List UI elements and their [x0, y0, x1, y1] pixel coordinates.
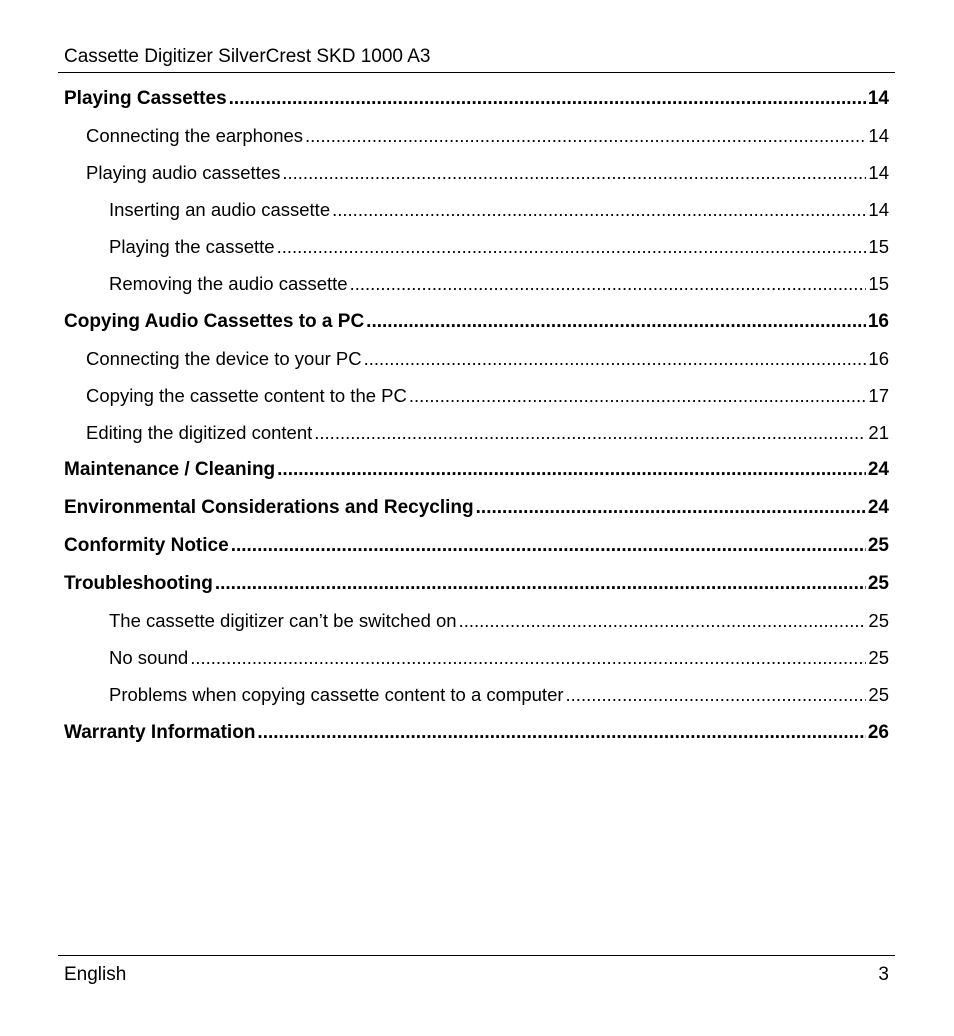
toc-dot-leader: [231, 533, 866, 559]
toc-dot-leader: [566, 682, 867, 708]
toc-dot-leader: [366, 309, 866, 335]
toc-entry-page: 14: [867, 88, 889, 109]
toc-entry-title: Playing Cassettes: [64, 88, 227, 109]
toc-entry-page: 17: [868, 385, 889, 406]
toc-entry-page: 21: [868, 422, 889, 443]
toc-entry[interactable]: [64, 457, 889, 483]
toc-entry-title: Problems when copying cassette content to a computer: [109, 684, 564, 705]
toc-entry-page: 16: [868, 348, 889, 369]
toc-dot-leader: [277, 457, 866, 483]
toc-entry-page: 14: [868, 162, 889, 183]
toc-entry-title: Connecting the earphones: [86, 125, 304, 146]
toc-entry-page: 25: [868, 610, 889, 631]
toc-entry-title: Playing audio cassettes: [86, 162, 281, 183]
toc-entry-page: 24: [867, 459, 889, 480]
toc-dot-leader: [364, 346, 867, 372]
toc-entry-page: 15: [868, 273, 889, 294]
toc-entry-title: Copying the cassette content to the PC: [86, 385, 407, 406]
footer-page-number: 3: [878, 964, 889, 985]
toc-entry-page: 25: [868, 684, 889, 705]
toc-dot-leader: [476, 495, 866, 521]
toc-entry[interactable]: [64, 234, 889, 260]
toc-entry-title: Connecting the device to your PC: [86, 348, 362, 369]
toc-entry-title: Environmental Considerations and Recycling: [64, 497, 474, 518]
toc-dot-leader: [332, 197, 866, 223]
toc-dot-leader: [282, 160, 866, 186]
toc-entry-page: 25: [868, 647, 889, 668]
toc-entry-page: 15: [868, 236, 889, 257]
toc-entry-page: 26: [867, 722, 889, 743]
toc-entry-title: Troubleshooting: [64, 573, 213, 594]
toc-entry-title: Copying Audio Cassettes to a PC: [64, 311, 365, 332]
toc-entry[interactable]: [64, 160, 889, 186]
toc-entry-title: The cassette digitizer can’t be switched on: [109, 610, 457, 631]
toc-entry-page: 24: [867, 497, 889, 518]
toc-entry-title: Playing the cassette: [109, 236, 275, 257]
toc-dot-leader: [459, 608, 867, 634]
toc-entry-title: Conformity Notice: [64, 535, 229, 556]
toc-entry-title: Editing the digitized content: [86, 422, 313, 443]
toc-dot-leader: [190, 645, 866, 671]
toc-entry[interactable]: [64, 682, 889, 708]
toc-entry[interactable]: [64, 420, 889, 446]
toc-entry[interactable]: [64, 571, 889, 597]
toc-entry[interactable]: [64, 123, 889, 149]
document-header-title: Cassette Digitizer SilverCrest SKD 1000 A3: [64, 46, 431, 67]
toc-dot-leader: [229, 86, 866, 112]
toc-entry[interactable]: [64, 346, 889, 372]
toc-entry-title: Warranty Information: [64, 722, 256, 743]
toc-entry[interactable]: [64, 533, 889, 559]
toc-entry-page: 14: [868, 125, 889, 146]
toc-entry[interactable]: [64, 86, 889, 112]
toc-entry-title: Maintenance / Cleaning: [64, 459, 276, 480]
toc-dot-leader: [257, 720, 865, 746]
toc-entry[interactable]: [64, 309, 889, 335]
toc-dot-leader: [215, 571, 866, 597]
toc-dot-leader: [314, 420, 866, 446]
toc-entry[interactable]: [64, 383, 889, 409]
toc-entry-title: Removing the audio cassette: [109, 273, 348, 294]
toc-entry-page: 25: [867, 535, 889, 556]
toc-entry[interactable]: [64, 608, 889, 634]
toc-entry-page: 25: [867, 573, 889, 594]
toc-entry-page: 16: [867, 311, 889, 332]
toc-entry-title: No sound: [109, 647, 189, 668]
toc-entry[interactable]: [64, 645, 889, 671]
toc-entry-page: 14: [868, 199, 889, 220]
toc-dot-leader: [305, 123, 866, 149]
footer-rule: [58, 955, 895, 956]
toc-entry-title: Inserting an audio cassette: [109, 199, 331, 220]
toc-entry[interactable]: [64, 271, 889, 297]
footer-language: English: [64, 964, 127, 985]
toc-dot-leader: [350, 271, 867, 297]
toc-dot-leader: [277, 234, 867, 260]
header-rule: [58, 72, 895, 73]
toc-entry[interactable]: [64, 495, 889, 521]
toc-entry[interactable]: [64, 197, 889, 223]
toc-entry[interactable]: [64, 720, 889, 746]
toc-dot-leader: [409, 383, 867, 409]
